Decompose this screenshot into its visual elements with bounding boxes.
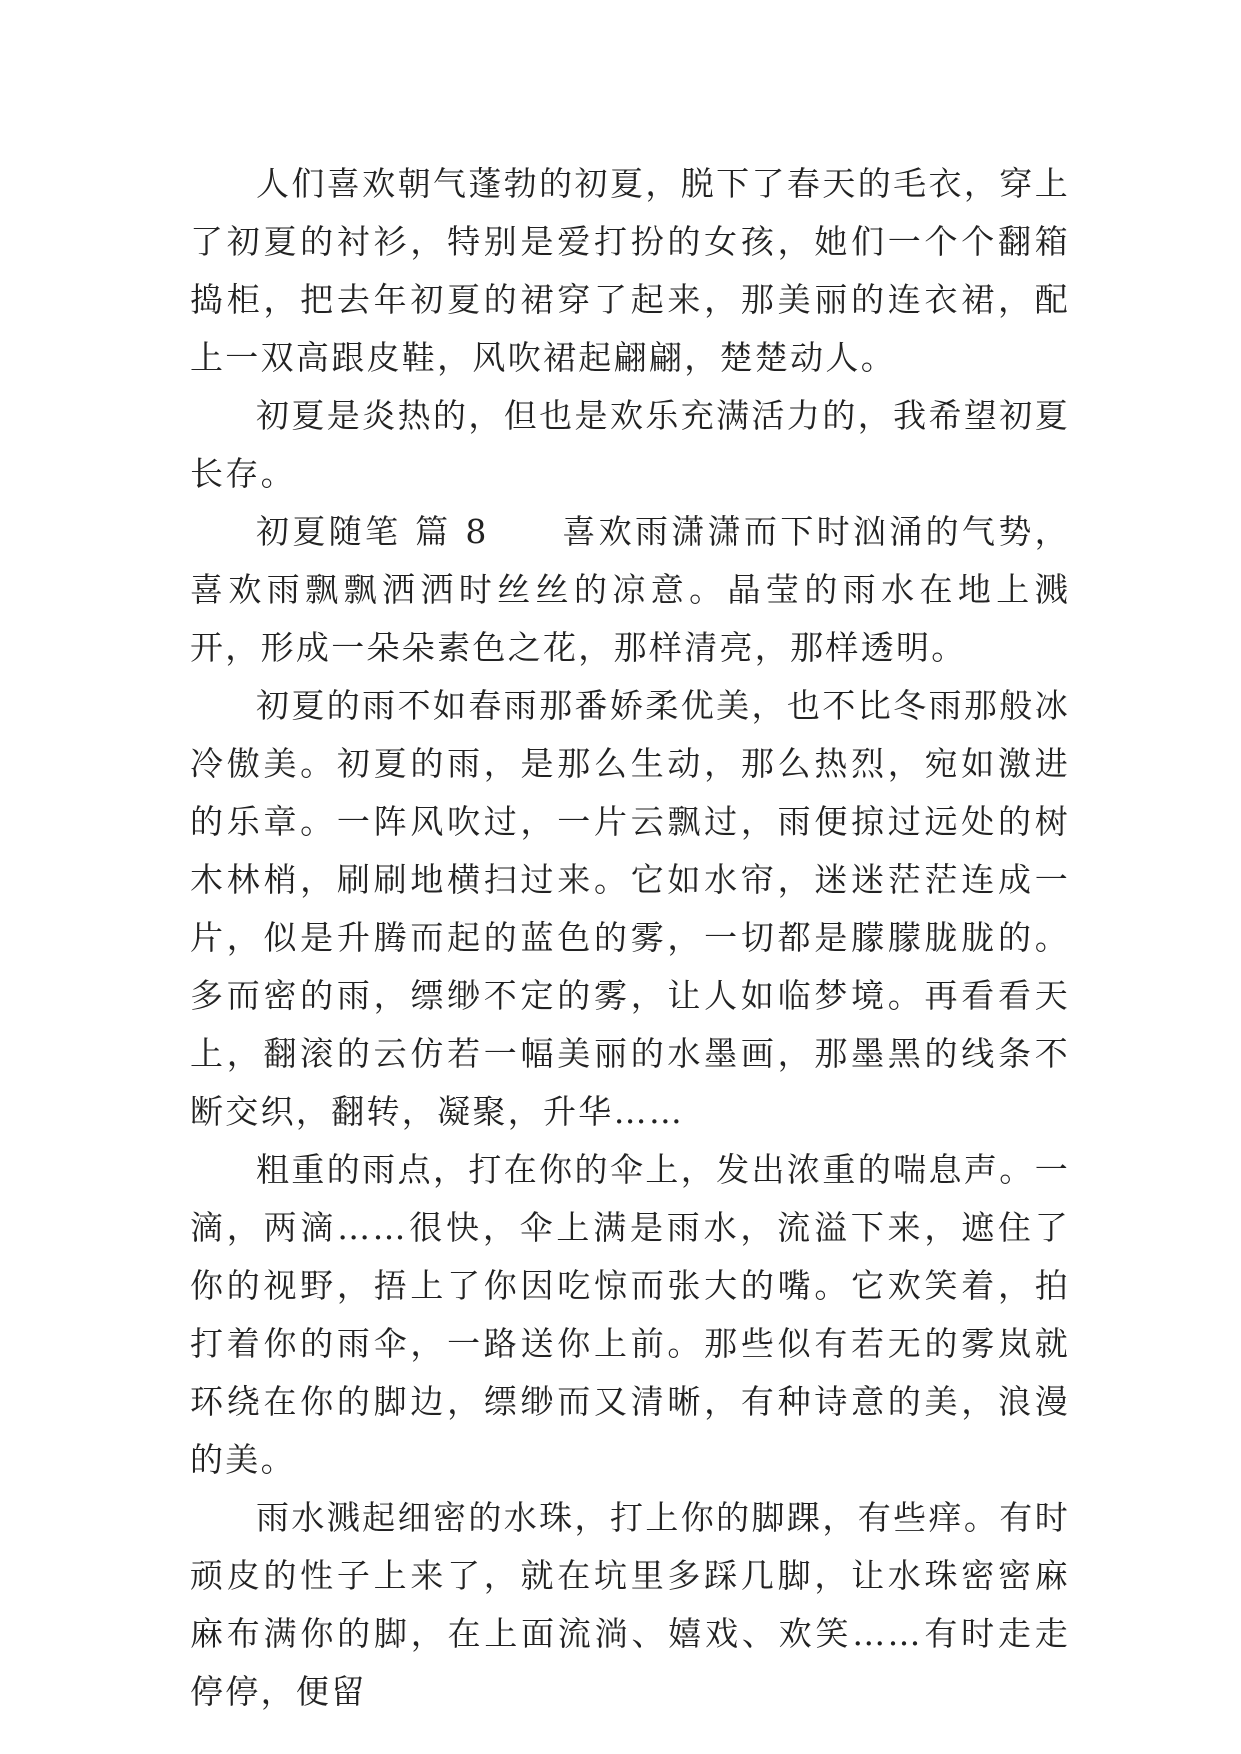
paragraph-2: 初夏是炎热的，但也是欢乐充满活力的，我希望初夏长存。 <box>190 396 1070 493</box>
paragraph-5: 粗重的雨点，打在你的伞上，发出浓重的喘息声。一滴，两滴……很快，伞上满是雨水，流溢下来，遮住了你的视野，捂上了你因吃惊而张大的嘴。它欢笑着，拍打着你的雨伞，一路送你上前。那些似有若无的雾岚就环绕在你的脚边，缥缈而又清晰，有种诗意的美，浪漫的美。 <box>190 1150 1070 1479</box>
paragraph-6: 雨水溅起细密的水珠，打上你的脚踝，有些痒。有时顽皮的性子上来了，就在坑里多踩几脚，让水珠密密麻麻布满你的脚，在上面流淌、嬉戏、欢笑……有时走走停停，便留 <box>190 1498 1070 1711</box>
paragraph-3: 初夏随笔 篇 8 喜欢雨潇潇而下时汹涌的气势，喜欢雨飘飘洒洒时丝丝的凉意。晶莹的雨水在地上溅开，形成一朵朵素色之花，那样清亮，那样透明。 <box>190 512 1070 667</box>
paragraph-1: 人们喜欢朝气蓬勃的初夏，脱下了春天的毛衣，穿上了初夏的衬衫，特别是爱打扮的女孩，她们一个个翻箱捣柜，把去年初夏的裙穿了起来，那美丽的连衣裙，配上一双高跟皮鞋，风吹裙起翩翩，楚楚动人。 <box>190 164 1070 377</box>
paragraph-4: 初夏的雨不如春雨那番娇柔优美，也不比冬雨那般冰冷傲美。初夏的雨，是那么生动，那么热烈，宛如激进的乐章。一阵风吹过，一片云飘过，雨便掠过远处的树木林梢，刷刷地横扫过来。它如水帘，迷迷茫茫连成一片，似是升腾而起的蓝色的雾，一切都是朦朦胧胧的。多而密的雨，缥缈不定的雾，让人如临梦境。再看看天上，翻滚的云仿若一幅美丽的水墨画，那墨黑的线条不断交织，翻转，凝聚，升华…… <box>190 686 1070 1131</box>
document-body <box>190 155 1070 1721</box>
